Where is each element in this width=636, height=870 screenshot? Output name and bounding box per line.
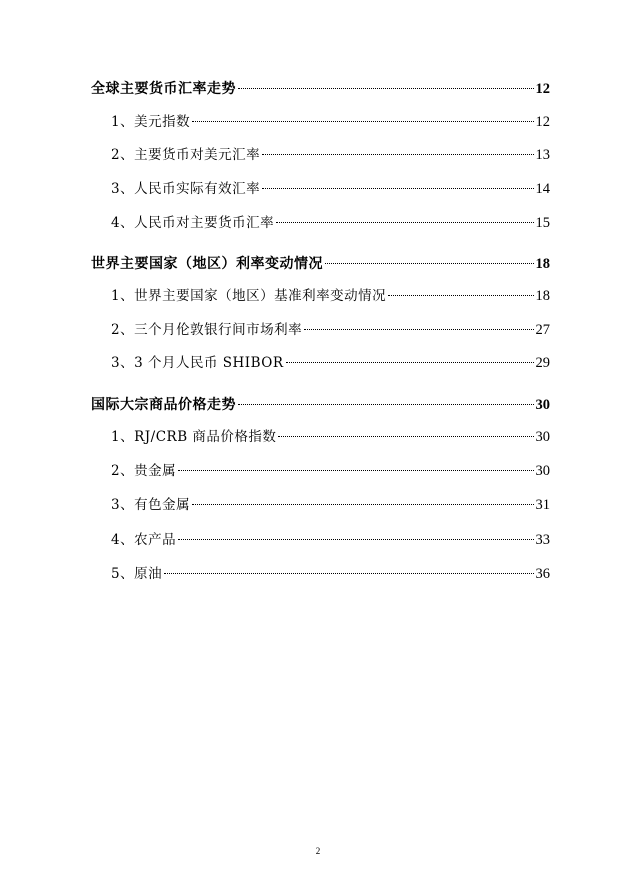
toc-section-2[interactable]	[91, 254, 550, 274]
toc-item-label: 3、3 个月人民币 SHIBOR	[111, 355, 284, 371]
toc-item[interactable]	[111, 427, 550, 447]
toc-item[interactable]	[111, 179, 550, 199]
toc-page-number: 36	[535, 566, 550, 582]
dot-leader	[286, 362, 534, 363]
toc-item[interactable]	[111, 213, 550, 233]
toc-item-label: 3、人民币实际有效汇率	[111, 181, 261, 197]
dot-leader	[178, 470, 533, 471]
toc-page-number: 14	[535, 181, 550, 197]
toc-item-label: 4、农产品	[111, 532, 177, 548]
toc-page-number: 12	[535, 114, 550, 130]
toc-item-label: 1、RJ/CRB 商品价格指数	[111, 429, 277, 445]
dot-leader	[276, 222, 533, 223]
toc-item-label: 3、有色金属	[111, 497, 191, 513]
dot-leader	[278, 436, 533, 437]
toc-page-number: 30	[535, 463, 550, 479]
toc-item-label: 2、主要货币对美元汇率	[111, 147, 261, 163]
dot-leader	[238, 88, 534, 89]
toc-section-title: 世界主要国家（地区）利率变动情况	[91, 256, 323, 272]
toc-page-number: 30	[535, 397, 550, 413]
toc-page-number: 12	[535, 81, 550, 97]
toc-item[interactable]	[111, 564, 550, 584]
dot-leader	[178, 539, 533, 540]
toc-page-number: 29	[535, 355, 550, 371]
dot-leader	[164, 573, 533, 574]
toc-item-label: 1、美元指数	[111, 114, 191, 130]
dot-leader	[238, 404, 534, 405]
dot-leader	[192, 504, 533, 505]
toc-page-number: 18	[535, 288, 550, 304]
dot-leader	[388, 295, 533, 296]
toc-page-number: 27	[535, 322, 550, 338]
dot-leader	[325, 263, 534, 264]
toc-item-label: 1、世界主要国家（地区）基准利率变动情况	[111, 288, 387, 304]
dot-leader	[304, 329, 533, 330]
toc-page-number: 31	[535, 497, 550, 513]
toc-section-3[interactable]	[91, 395, 550, 415]
toc-item[interactable]	[111, 320, 550, 340]
toc-item-label: 4、人民币对主要货币汇率	[111, 215, 275, 231]
toc-item[interactable]	[111, 461, 550, 481]
toc-item[interactable]	[111, 495, 550, 515]
dot-leader	[262, 188, 533, 189]
toc-item[interactable]	[111, 353, 550, 373]
toc-page-number: 15	[535, 215, 550, 231]
dot-leader	[192, 121, 533, 122]
page-footer-number: 2	[315, 846, 321, 856]
toc-section-1[interactable]	[91, 79, 550, 99]
toc-item[interactable]	[111, 530, 550, 550]
toc-item-label: 5、原油	[111, 566, 163, 582]
toc-item[interactable]	[111, 145, 550, 165]
toc-item[interactable]	[111, 286, 550, 306]
toc-page-number: 13	[535, 147, 550, 163]
toc-page-number: 18	[535, 256, 550, 272]
toc-page-number: 30	[535, 429, 550, 445]
dot-leader	[262, 154, 533, 155]
toc-page-number: 33	[535, 532, 550, 548]
toc-section-title: 全球主要货币汇率走势	[91, 81, 236, 97]
toc-item[interactable]	[111, 112, 550, 132]
toc-section-title: 国际大宗商品价格走势	[91, 397, 236, 413]
toc-item-label: 2、贵金属	[111, 463, 177, 479]
toc-item-label: 2、三个月伦敦银行间市场利率	[111, 322, 303, 338]
